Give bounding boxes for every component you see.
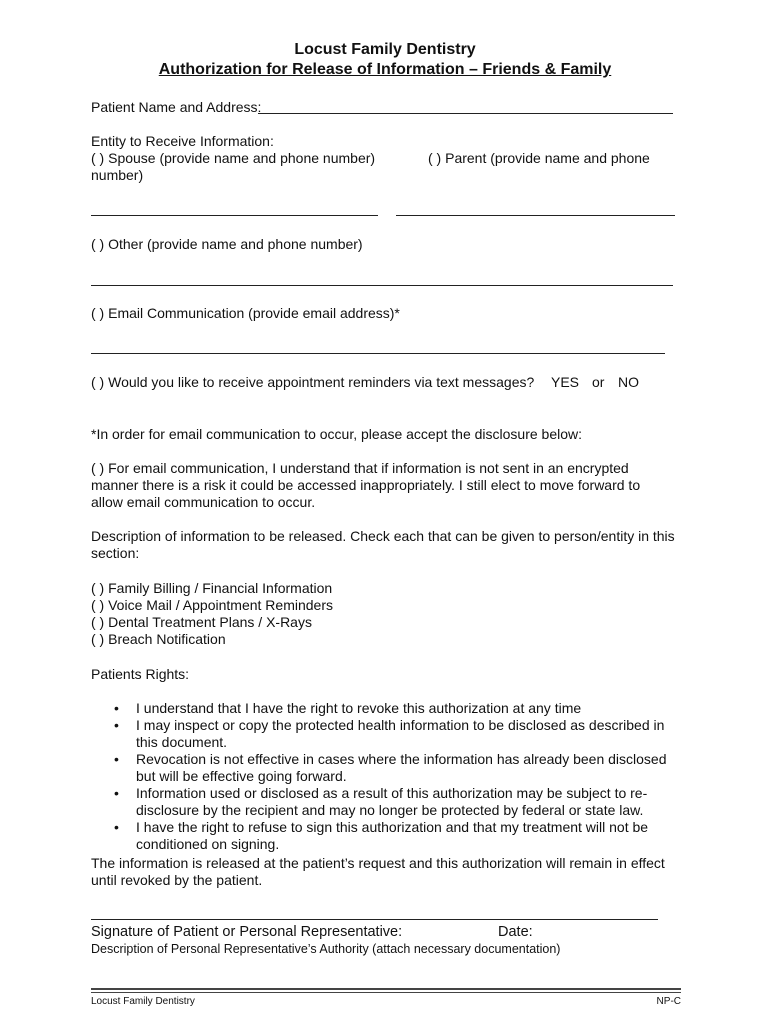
release-item-treatment[interactable]: ( ) Dental Treatment Plans / X-Rays [91, 614, 312, 630]
rights-item [91, 717, 671, 751]
parent-line[interactable] [396, 215, 675, 216]
email-option[interactable]: ( ) Email Communication (provide email address)* [91, 305, 400, 321]
entity-heading: Entity to Receive Information: [91, 133, 274, 149]
footer-rule-thin [91, 992, 681, 993]
signature-label: Signature of Patient or Personal Representative: [91, 924, 403, 940]
release-item-voicemail[interactable]: ( ) Voice Mail / Appointment Reminders [91, 597, 333, 613]
rights-item-text: I have the right to refuse to sign this authorization and that my treatment will not be conditioned on signing. [136, 819, 649, 852]
rights-item-text: Information used or disclosed as a result of this authorization may be subject to re-disclosure by the recipient and may no longer be protected by federal or state law. [136, 785, 648, 818]
release-item-billing[interactable]: ( ) Family Billing / Financial Information [91, 580, 333, 596]
parent-option[interactable]: ( ) Parent (provide name and phone [428, 150, 650, 166]
rights-item [91, 751, 671, 785]
release-description: Description of information to be released. Check each that can be given to person/entity in this section: [91, 528, 675, 561]
email-disclosure-statement[interactable]: ( ) For email communication, I understand that if information is not sent in an encrypted manner there is a risk it could be accessed inappropriately. I still elect to move forward to allow email communication to occur. [91, 460, 641, 510]
footer-form-code: NP-C [656, 996, 681, 1007]
rights-item-text: I understand that I have the right to revoke this authorization at any time [136, 700, 582, 716]
or-text: or [592, 374, 605, 390]
patient-name-line[interactable] [258, 113, 673, 114]
patient-name-label: Patient Name and Address: [91, 99, 262, 115]
rights-list [91, 700, 671, 853]
other-line[interactable] [91, 285, 673, 286]
date-label: Date: [498, 924, 533, 940]
bullet-icon: • [114, 700, 119, 716]
no-option[interactable]: NO [618, 374, 639, 390]
rights-heading: Patients Rights: [91, 666, 190, 682]
yes-option[interactable]: YES [551, 374, 580, 390]
bullet-icon: • [114, 819, 119, 835]
rep-authority-label: Description of Personal Representative’s Authority (attach necessary documentation) [91, 942, 561, 956]
email-line[interactable] [91, 353, 665, 354]
signature-line[interactable] [91, 919, 658, 920]
bullet-icon: • [114, 785, 119, 801]
text-reminders-question[interactable]: ( ) Would you like to receive appointment reminders via text messages? [91, 374, 535, 390]
email-disclosure-note: *In order for email communication to occur, please accept the disclosure below: [91, 426, 583, 442]
practice-name: Locust Family Dentistry [294, 41, 476, 58]
parent-option-cont: number) [91, 167, 144, 183]
rights-item [91, 700, 671, 717]
rights-closing: The information is released at the patient’s request and this authorization will remain in effect until revoked by the patient. [91, 855, 665, 888]
other-option[interactable]: ( ) Other (provide name and phone number) [91, 236, 363, 252]
rights-item [91, 785, 671, 819]
spouse-line[interactable] [91, 215, 378, 216]
release-item-breach[interactable]: ( ) Breach Notification [91, 631, 226, 647]
bullet-icon: • [114, 751, 119, 767]
rights-item-text: Revocation is not effective in cases where the information has already been disclosed but will be effective going forward. [136, 751, 667, 784]
form-title [0, 60, 770, 79]
footer-practice: Locust Family Dentistry [91, 996, 195, 1007]
rights-item [91, 819, 671, 853]
form-title-text: Authorization for Release of Information – Friends & Family [158, 61, 612, 78]
footer-rule-thick [91, 988, 681, 990]
bullet-icon: • [114, 717, 119, 733]
spouse-option[interactable]: ( ) Spouse (provide name and phone number) [91, 150, 376, 166]
rights-item-text: I may inspect or copy the protected health information to be disclosed as described in this document. [136, 717, 665, 750]
